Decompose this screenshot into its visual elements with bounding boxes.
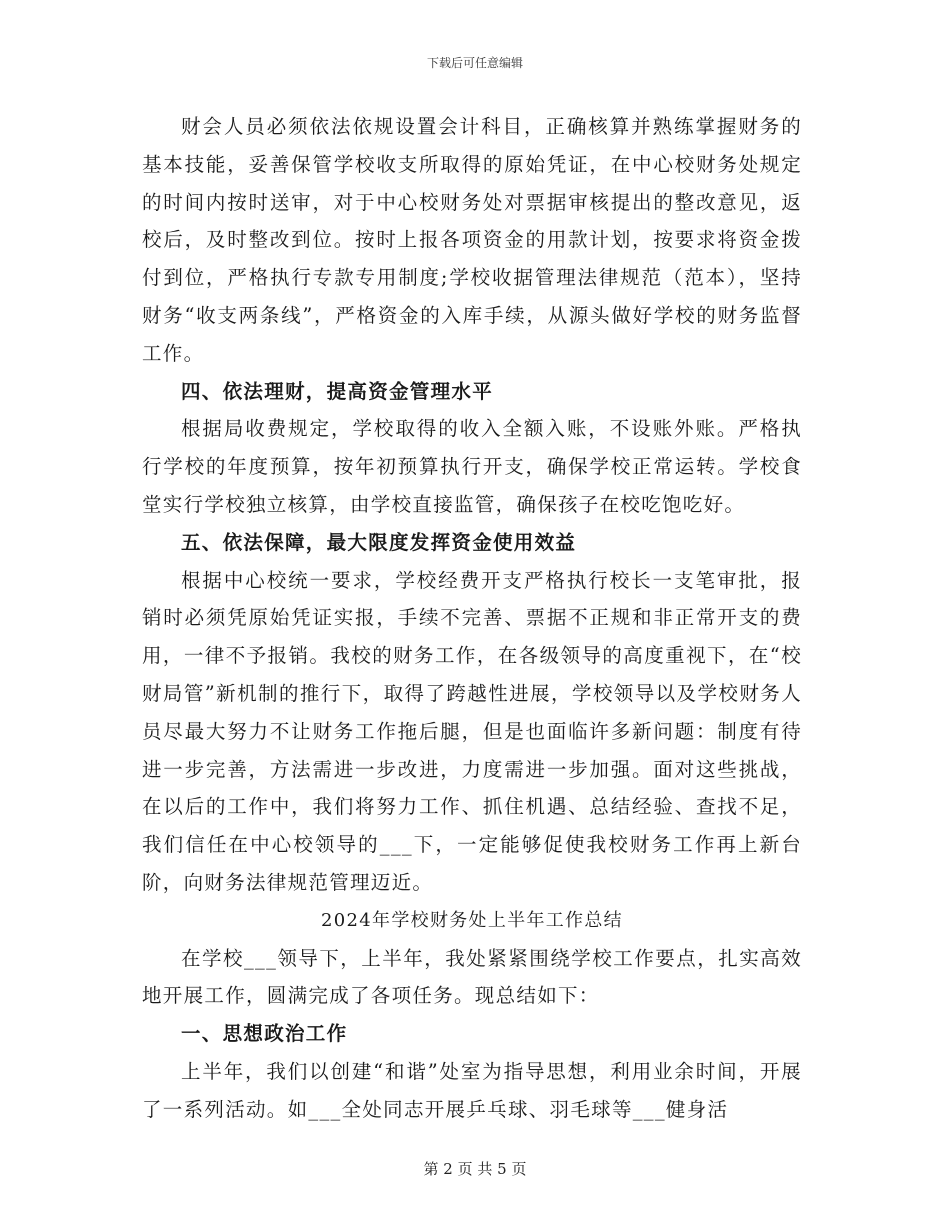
paragraph-fund-efficiency: 根据中心校统一要求，学校经费开支严格执行校长一支笔审批，报销时必须凭原始凭证实报，手续不完善、票据不正规和非正常开支的费用，一律不予报销。我校的财务工作，在各级领导的高度重视下，在“校财局管”新机制的推行下，取得了跨越性进展，学校领导以及学校财务人员尽最大努力不让财务工作拖后腿，但是也面临许多新问题：制度有待进一步完善，方法需进一步改进，力度需进一步加强。面对这些挑战，在以后的工作中，我们将努力工作、抓住机遇、总结经验、查找不足，我们信任在中心校领导的___下，一定能够促使我校财务工作再上新台阶，向财务法律规范管理迈近。 [142,568,802,894]
page-footer: 第 2 页 共 5 页 [423,1160,527,1178]
paragraph-accounting-duties: 财会人员必须依法依规设置会计科目，正确核算并熟练掌握财务的基本技能，妥善保管学校收支所取得的原始凭证，在中心校财务处规定的时间内按时送审，对于中心校财务处对票据审核提出的整改意见，返校后，及时整改到位。按时上报各项资金的用款计划，按要求将资金拨付到位，严格执行专款专用制度;学校收据管理法律规范（范本），坚持财务“收支两条线”，严格资金的入库手续，从源头做好学校的财务监督工作。 [142,115,802,365]
document-title: 2024年学校财务处上半年工作总结 [321,909,623,931]
section-heading-5: 五、依法保障，最大限度发挥资金使用效益 [181,530,577,554]
paragraph-political-work: 上半年，我们以创建“和谐”处室为指导思想，利用业余时间，开展了一系列活动。如___全处同志开展乒乓球、羽毛球等___健身活 [142,1059,802,1121]
section-heading-1: 一、思想政治工作 [181,1022,348,1046]
section-heading-4: 四、依法理财，提高资金管理水平 [181,379,494,403]
paragraph-intro: 在学校___领导下，上半年，我处紧紧围绕学校工作要点，扎实高效地开展工作，圆满完成了各项任务。现总结如下： [142,946,802,1008]
page-header: 下载后可任意编辑 [426,56,523,70]
document-body [142,108,802,1129]
paragraph-fund-management: 根据局收费规定，学校取得的收入全额入账，不设账外账。严格执行学校的年度预算，按年初预算执行开支，确保学校正常运转。学校食堂实行学校独立核算，由学校直接监管，确保孩子在校吃饱吃好。 [142,417,802,516]
